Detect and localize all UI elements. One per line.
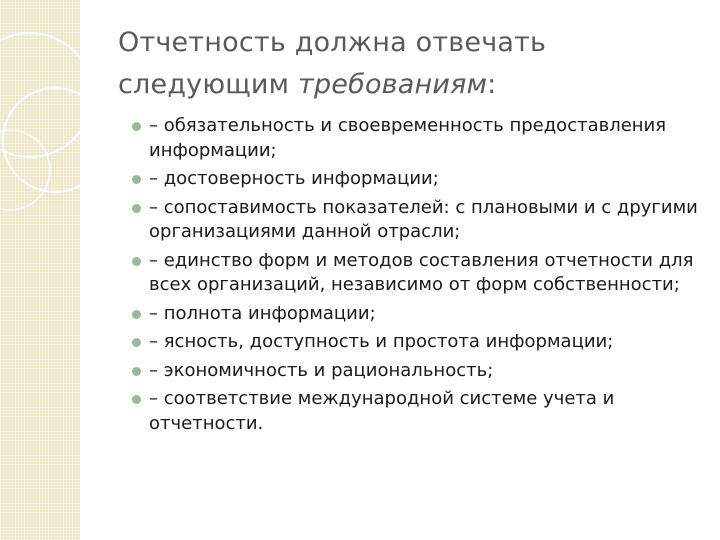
title-line-2-text: следующим <box>118 69 299 100</box>
list-item-text: – обязательность и своевременность предоставления информации; <box>149 115 667 161</box>
list-item-text: – соответствие международной системе учета и отчетности. <box>149 388 615 434</box>
list-item <box>118 359 698 384</box>
requirements-list <box>118 114 698 440</box>
list-item-text: – достоверность информации; <box>149 168 439 189</box>
list-item-text: – единство форм и методов составления отчетности для всех организаций, независимо от форм собственности; <box>149 249 694 295</box>
title-line-2 <box>118 64 678 106</box>
bullet-dot-icon <box>132 204 141 213</box>
slide-title <box>118 22 678 106</box>
list-item <box>118 302 698 327</box>
bullet-dot-icon <box>132 257 141 266</box>
list-item <box>118 167 698 192</box>
list-item <box>118 114 698 163</box>
bullet-dot-icon <box>132 175 141 184</box>
list-item <box>118 249 698 298</box>
list-item <box>118 330 698 355</box>
list-item <box>118 387 698 436</box>
bullet-dot-icon <box>132 122 141 131</box>
title-line-1: Отчетность должна отвечать <box>118 27 547 58</box>
title-line-2-emphasis: требованиям <box>298 69 488 100</box>
list-item-text: – экономичность и рациональность; <box>149 359 494 381</box>
bullet-dot-icon <box>132 310 141 319</box>
list-item-text: – полнота информации; <box>149 302 376 324</box>
title-line-2-colon: : <box>487 69 497 100</box>
bullet-dot-icon <box>132 338 141 347</box>
list-item-text: – ясность, доступность и простота информации; <box>149 331 614 352</box>
bullet-dot-icon <box>132 367 141 376</box>
bullet-dot-icon <box>132 395 141 404</box>
list-item-text: – сопоставимость показателей: с плановыми и с другими организациями данной отрасли; <box>149 196 698 242</box>
decorative-rings <box>0 0 120 230</box>
list-item <box>118 196 698 245</box>
